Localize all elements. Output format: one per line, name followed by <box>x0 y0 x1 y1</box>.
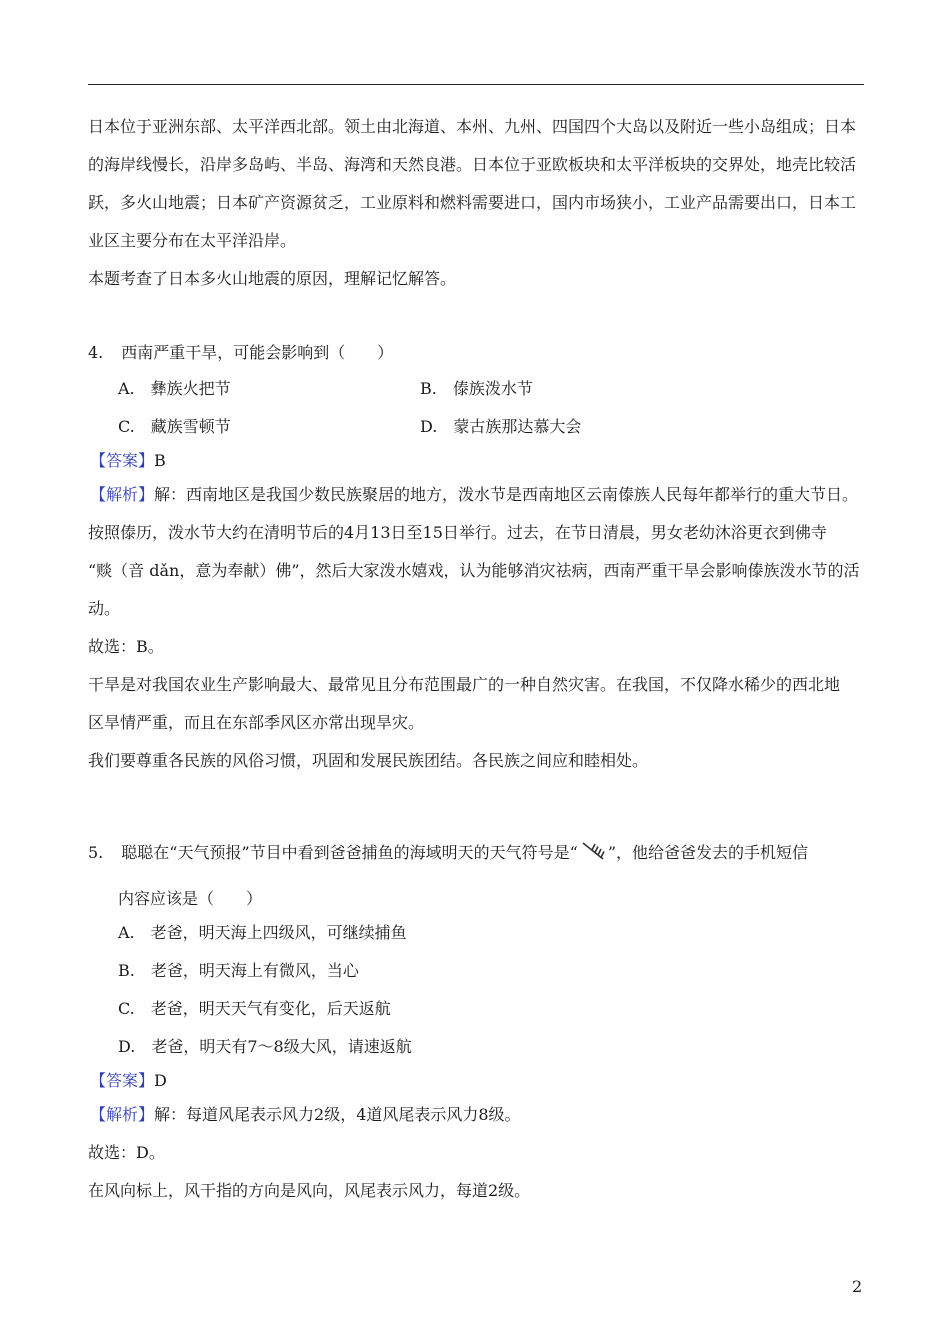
q4-option-d: D. 蒙古族那达慕大会 <box>420 417 582 436</box>
q5-analysis-tag: 【解析】 <box>90 1105 155 1124</box>
q4-stem <box>88 342 393 364</box>
q4-answer-value: B <box>154 451 166 470</box>
q4-answer <box>90 450 166 472</box>
page-number: 2 <box>852 1277 863 1296</box>
q5-stem <box>88 840 808 864</box>
q4-option-c: C. 藏族雪顿节 <box>118 417 231 436</box>
q4-analysis-line-4: 动。 <box>88 599 121 618</box>
intro-line-4: 业区主要分布在太平洋沿岸。 <box>88 231 297 250</box>
q4-analysis-line-8: 我们要尊重各民族的风俗习惯，巩固和发展民族团结。各民族之间应和睦相处。 <box>88 751 649 770</box>
q4-stem-text: 西南严重干旱，可能会影响到（ ） <box>121 343 394 362</box>
q4-analysis-line-7: 区旱情严重，而且在东部季风区亦常出现旱灾。 <box>88 713 425 732</box>
q5-number: 5. <box>88 843 104 862</box>
q5-stem-before: 聪聪在“天气预报”节目中看到爸爸捕鱼的海域明天的天气符号是“ <box>121 843 578 862</box>
wind-symbol-icon <box>580 840 606 862</box>
q4-analysis-line-2: 按照傣历，泼水节大约在清明节后的4月13日至15日举行。过去，在节日清晨，男女老幼沐浴更衣到佛寺 <box>88 523 827 542</box>
intro-line-1: 日本位于亚洲东部、太平洋西北部。领土由北海道、本州、九州、四国四个大岛以及附近一些小岛组成；日本 <box>88 117 857 136</box>
q5-option-c: C. 老爸，明天天气有变化，后天返航 <box>118 999 391 1018</box>
intro-line-3: 跃，多火山地震；日本矿产资源贫乏，工业原料和燃料需要进口，国内市场狭小，工业产品需要出口，日本工 <box>88 193 857 212</box>
q5-answer <box>90 1070 167 1092</box>
q4-analysis-line-6: 干旱是对我国农业生产影响最大、最常见且分布范围最广的一种自然灾害。在我国，不仅降水稀少的西北地 <box>88 675 841 694</box>
q4-answer-tag: 【答案】 <box>90 451 155 470</box>
q5-stem-line-2: 内容应该是（ ） <box>118 889 263 908</box>
q5-option-b: B. 老爸，明天海上有微风，当心 <box>118 961 359 980</box>
q4-option-b: B. 傣族泼水节 <box>420 379 533 398</box>
q4-analysis-line-1: 【解析】解：西南地区是我国少数民族聚居的地方，泼水节是西南地区云南傣族人民每年都举行的重大节日。 <box>90 485 859 504</box>
q4-option-a: A. 彝族火把节 <box>118 379 231 398</box>
q5-stem-after: ”，他给爸爸发去的手机短信 <box>607 843 808 862</box>
q4-analysis-line-3: “赕（音 dǎn，意为奉献）佛”，然后大家泼水嬉戏，认为能够消灾祛病，西南严重干旱会影响傣族泼水节的活 <box>88 561 860 580</box>
q5-answer-tag: 【答案】 <box>90 1071 155 1090</box>
q4-number: 4. <box>88 343 104 362</box>
header-rule <box>88 84 864 85</box>
q5-selection: 故选：D。 <box>88 1143 165 1162</box>
intro-summary: 本题考查了日本多火山地震的原因，理解记忆解答。 <box>88 269 457 288</box>
q5-answer-value: D <box>154 1071 167 1090</box>
q5-option-a: A. 老爸，明天海上四级风，可继续捕鱼 <box>118 923 407 942</box>
q5-option-d: D. 老爸，明天有7～8级大风，请速返航 <box>118 1037 412 1056</box>
q4-selection: 故选：B。 <box>88 637 164 656</box>
intro-line-2: 的海岸线慢长，沿岸多岛屿、半岛、海湾和天然良港。日本位于亚欧板块和太平洋板块的交界处，地壳比较活 <box>88 155 857 174</box>
q5-analysis-line-1: 【解析】解：每道风尾表示风力2级，4道风尾表示风力8级。 <box>90 1105 521 1124</box>
q4-analysis-tag: 【解析】 <box>90 485 155 504</box>
q5-analysis-line-3: 在风向标上，风干指的方向是风向，风尾表示风力，每道2级。 <box>88 1181 531 1200</box>
